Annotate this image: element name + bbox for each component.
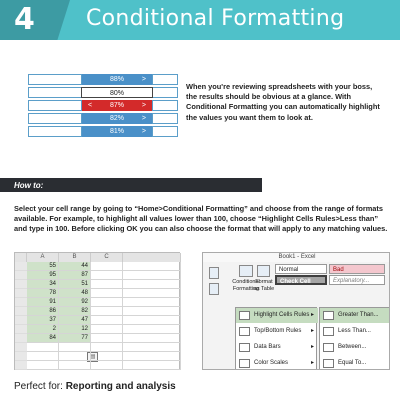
grid-cell[interactable] [123, 316, 181, 325]
grid-cell[interactable] [59, 352, 91, 361]
column-header[interactable]: B [59, 253, 91, 262]
percent-cell [81, 113, 153, 124]
perfect-for-line [14, 381, 176, 392]
mini-table-row [28, 87, 178, 98]
grid-cell[interactable] [123, 352, 181, 361]
menu-item[interactable] [236, 308, 318, 323]
select-all-corner[interactable] [15, 253, 27, 262]
grid-cell[interactable] [123, 289, 181, 298]
mini-table-row [28, 126, 178, 137]
column-header[interactable]: C [91, 253, 123, 262]
perfect-for-prefix: Perfect for: [14, 381, 66, 392]
rule-icon [239, 343, 250, 352]
menu-item-label: Top/Bottom Rules [254, 328, 302, 334]
submenu-item[interactable] [320, 308, 390, 323]
grid-cell[interactable] [27, 343, 59, 352]
right-arrow-icon: > [141, 102, 146, 109]
submenu-item[interactable] [320, 340, 390, 355]
row-header[interactable] [15, 280, 27, 289]
highlight-cells-submenu [319, 307, 390, 370]
menu-item[interactable] [236, 356, 318, 370]
grid-cell[interactable] [27, 361, 59, 370]
window-title: Book1 - Excel [203, 253, 390, 262]
rule-icon [239, 311, 250, 320]
spreadsheet-screenshot [14, 252, 180, 370]
row-header[interactable] [15, 289, 27, 298]
ribbon-small-icon [209, 283, 219, 295]
grid-cell[interactable]: 44 [59, 262, 91, 271]
grid-cell[interactable] [59, 343, 91, 352]
paste-options-icon: ▤ [87, 352, 98, 362]
menu-item[interactable] [236, 324, 318, 339]
column-header-blank [123, 253, 181, 262]
menu-item-label: Highlight Cells Rules [254, 312, 310, 318]
grid-cell[interactable]: 34 [27, 280, 59, 289]
perfect-for-emphasis: Reporting and analysis [65, 381, 176, 392]
rule-icon [239, 327, 250, 336]
page-title: Conditional Formatting [86, 6, 345, 31]
submenu-item-label: Between... [338, 344, 367, 350]
submenu-arrow-icon: ▸ [310, 328, 314, 334]
condition-icon [323, 327, 334, 336]
percent-value: 88% [109, 76, 124, 83]
conditional-formatting-icon [239, 265, 253, 277]
right-arrow-icon: > [141, 128, 146, 135]
grid-cell[interactable] [91, 334, 123, 343]
grid-cell[interactable] [123, 334, 181, 343]
grid-cell[interactable] [123, 262, 181, 271]
row-header[interactable] [15, 262, 27, 271]
grid-cell[interactable] [91, 343, 123, 352]
left-arrow-icon: < [88, 102, 93, 109]
grid-cell[interactable]: 47 [59, 316, 91, 325]
menu-item-label: Color Scales [254, 360, 289, 366]
grid-cell[interactable]: 84 [27, 334, 59, 343]
grid-cell[interactable] [123, 271, 181, 280]
grid-cell[interactable]: 78 [27, 289, 59, 298]
row-header[interactable] [15, 352, 27, 361]
condition-icon [323, 311, 334, 320]
intro-text: When you're reviewing spreadsheets with your boss, the results should be obvious at a glance. With Conditional Formatting you can automatically highlight the values you want them to look at. [186, 82, 380, 122]
style-bad: Bad [329, 264, 385, 274]
grid-cell[interactable]: 48 [59, 289, 91, 298]
howto-label: How to: [14, 181, 44, 190]
grid-cell[interactable]: 86 [27, 307, 59, 316]
grid-cell[interactable] [91, 361, 123, 370]
row-header[interactable] [15, 334, 27, 343]
grid-cell[interactable]: 37 [27, 316, 59, 325]
right-arrow-icon: > [141, 115, 146, 122]
submenu-item-label: Equal To... [338, 360, 367, 366]
condition-icon [323, 359, 334, 368]
mini-table-row [28, 113, 178, 124]
grid-cell[interactable] [91, 316, 123, 325]
grid-cell[interactable] [91, 289, 123, 298]
grid-cell[interactable]: 51 [59, 280, 91, 289]
style-explanatory: Explanatory... [329, 275, 385, 285]
percent-cell [81, 100, 153, 111]
grid-cell[interactable] [59, 361, 91, 370]
grid-cell[interactable]: 92 [59, 298, 91, 307]
grid-cell[interactable]: 87 [59, 271, 91, 280]
conditional-formatting-button[interactable]: Conditional Formatting [232, 279, 260, 292]
menu-item[interactable] [236, 340, 318, 355]
percent-value: 82% [109, 115, 124, 122]
grid-cell[interactable] [123, 343, 181, 352]
grid-cell[interactable]: 91 [27, 298, 59, 307]
grid-cell[interactable] [91, 280, 123, 289]
submenu-item-label: Less Than... [338, 328, 371, 334]
submenu-item[interactable] [320, 356, 390, 370]
percent-table-illustration [28, 74, 178, 142]
style-normal: Normal [275, 264, 327, 274]
format-as-table-button[interactable]: Format as Table [253, 279, 275, 292]
grid-cell[interactable] [91, 298, 123, 307]
section-number-box [0, 0, 70, 40]
grid-cell[interactable] [123, 280, 181, 289]
section-number: 4 [14, 2, 35, 37]
submenu-item[interactable] [320, 324, 390, 339]
row-header[interactable] [15, 316, 27, 325]
percent-value: 87% [109, 102, 124, 109]
row-header[interactable] [15, 271, 27, 280]
grid-cell[interactable] [91, 307, 123, 316]
mini-table-row [28, 100, 178, 111]
grid-cell[interactable]: 12 [59, 325, 91, 334]
grid-cell[interactable]: 77 [59, 334, 91, 343]
rule-icon [239, 359, 250, 368]
submenu-arrow-icon: ▸ [310, 360, 314, 366]
grid-cell[interactable]: 82 [59, 307, 91, 316]
grid-cell[interactable] [123, 307, 181, 316]
percent-value: 81% [109, 128, 124, 135]
header-bar [0, 0, 400, 40]
row-header[interactable] [15, 361, 27, 370]
grid-cell[interactable] [91, 271, 123, 280]
submenu-arrow-icon: ▸ [310, 312, 314, 318]
row-header[interactable] [15, 343, 27, 352]
grid-cell[interactable] [27, 352, 59, 361]
column-header[interactable]: A [27, 253, 59, 262]
grid-cell[interactable] [91, 325, 123, 334]
right-arrow-icon: > [141, 76, 146, 83]
row-header[interactable] [15, 325, 27, 334]
grid-cell[interactable] [123, 361, 181, 370]
format-as-table-icon [257, 265, 270, 277]
percent-cell [81, 126, 153, 137]
instructions-text: Select your cell range by going to “Home>Conditional Formatting” and choose from the range of formats available. For example, to highlight all values lower than 100, choose “Highlight Cells Rules>Less than” and type in 100. Before clicking OK you can also choose the format that will apply to any matching values. [14, 204, 388, 234]
percent-value: 80% [109, 90, 124, 97]
percent-cell [81, 74, 153, 85]
row-header[interactable] [15, 298, 27, 307]
excel-ribbon-screenshot [202, 252, 390, 370]
mini-table-row [28, 74, 178, 85]
percent-cell [81, 87, 153, 98]
grid-cell[interactable]: 2 [27, 325, 59, 334]
conditional-formatting-menu [235, 307, 317, 370]
condition-icon [323, 343, 334, 352]
grid-cell[interactable]: 95 [27, 271, 59, 280]
menu-item-label: Data Bars [254, 344, 281, 350]
grid-cell[interactable] [123, 325, 181, 334]
grid-cell[interactable] [91, 352, 123, 361]
ribbon-small-icon [209, 267, 219, 279]
grid-cell[interactable]: 55 [27, 262, 59, 271]
row-header[interactable] [15, 307, 27, 316]
grid-cell[interactable] [123, 298, 181, 307]
submenu-item-label: Greater Than... [338, 312, 379, 318]
style-check-cell: Check Cell [275, 275, 327, 285]
grid-cell[interactable] [91, 262, 123, 271]
submenu-arrow-icon: ▸ [310, 344, 314, 350]
